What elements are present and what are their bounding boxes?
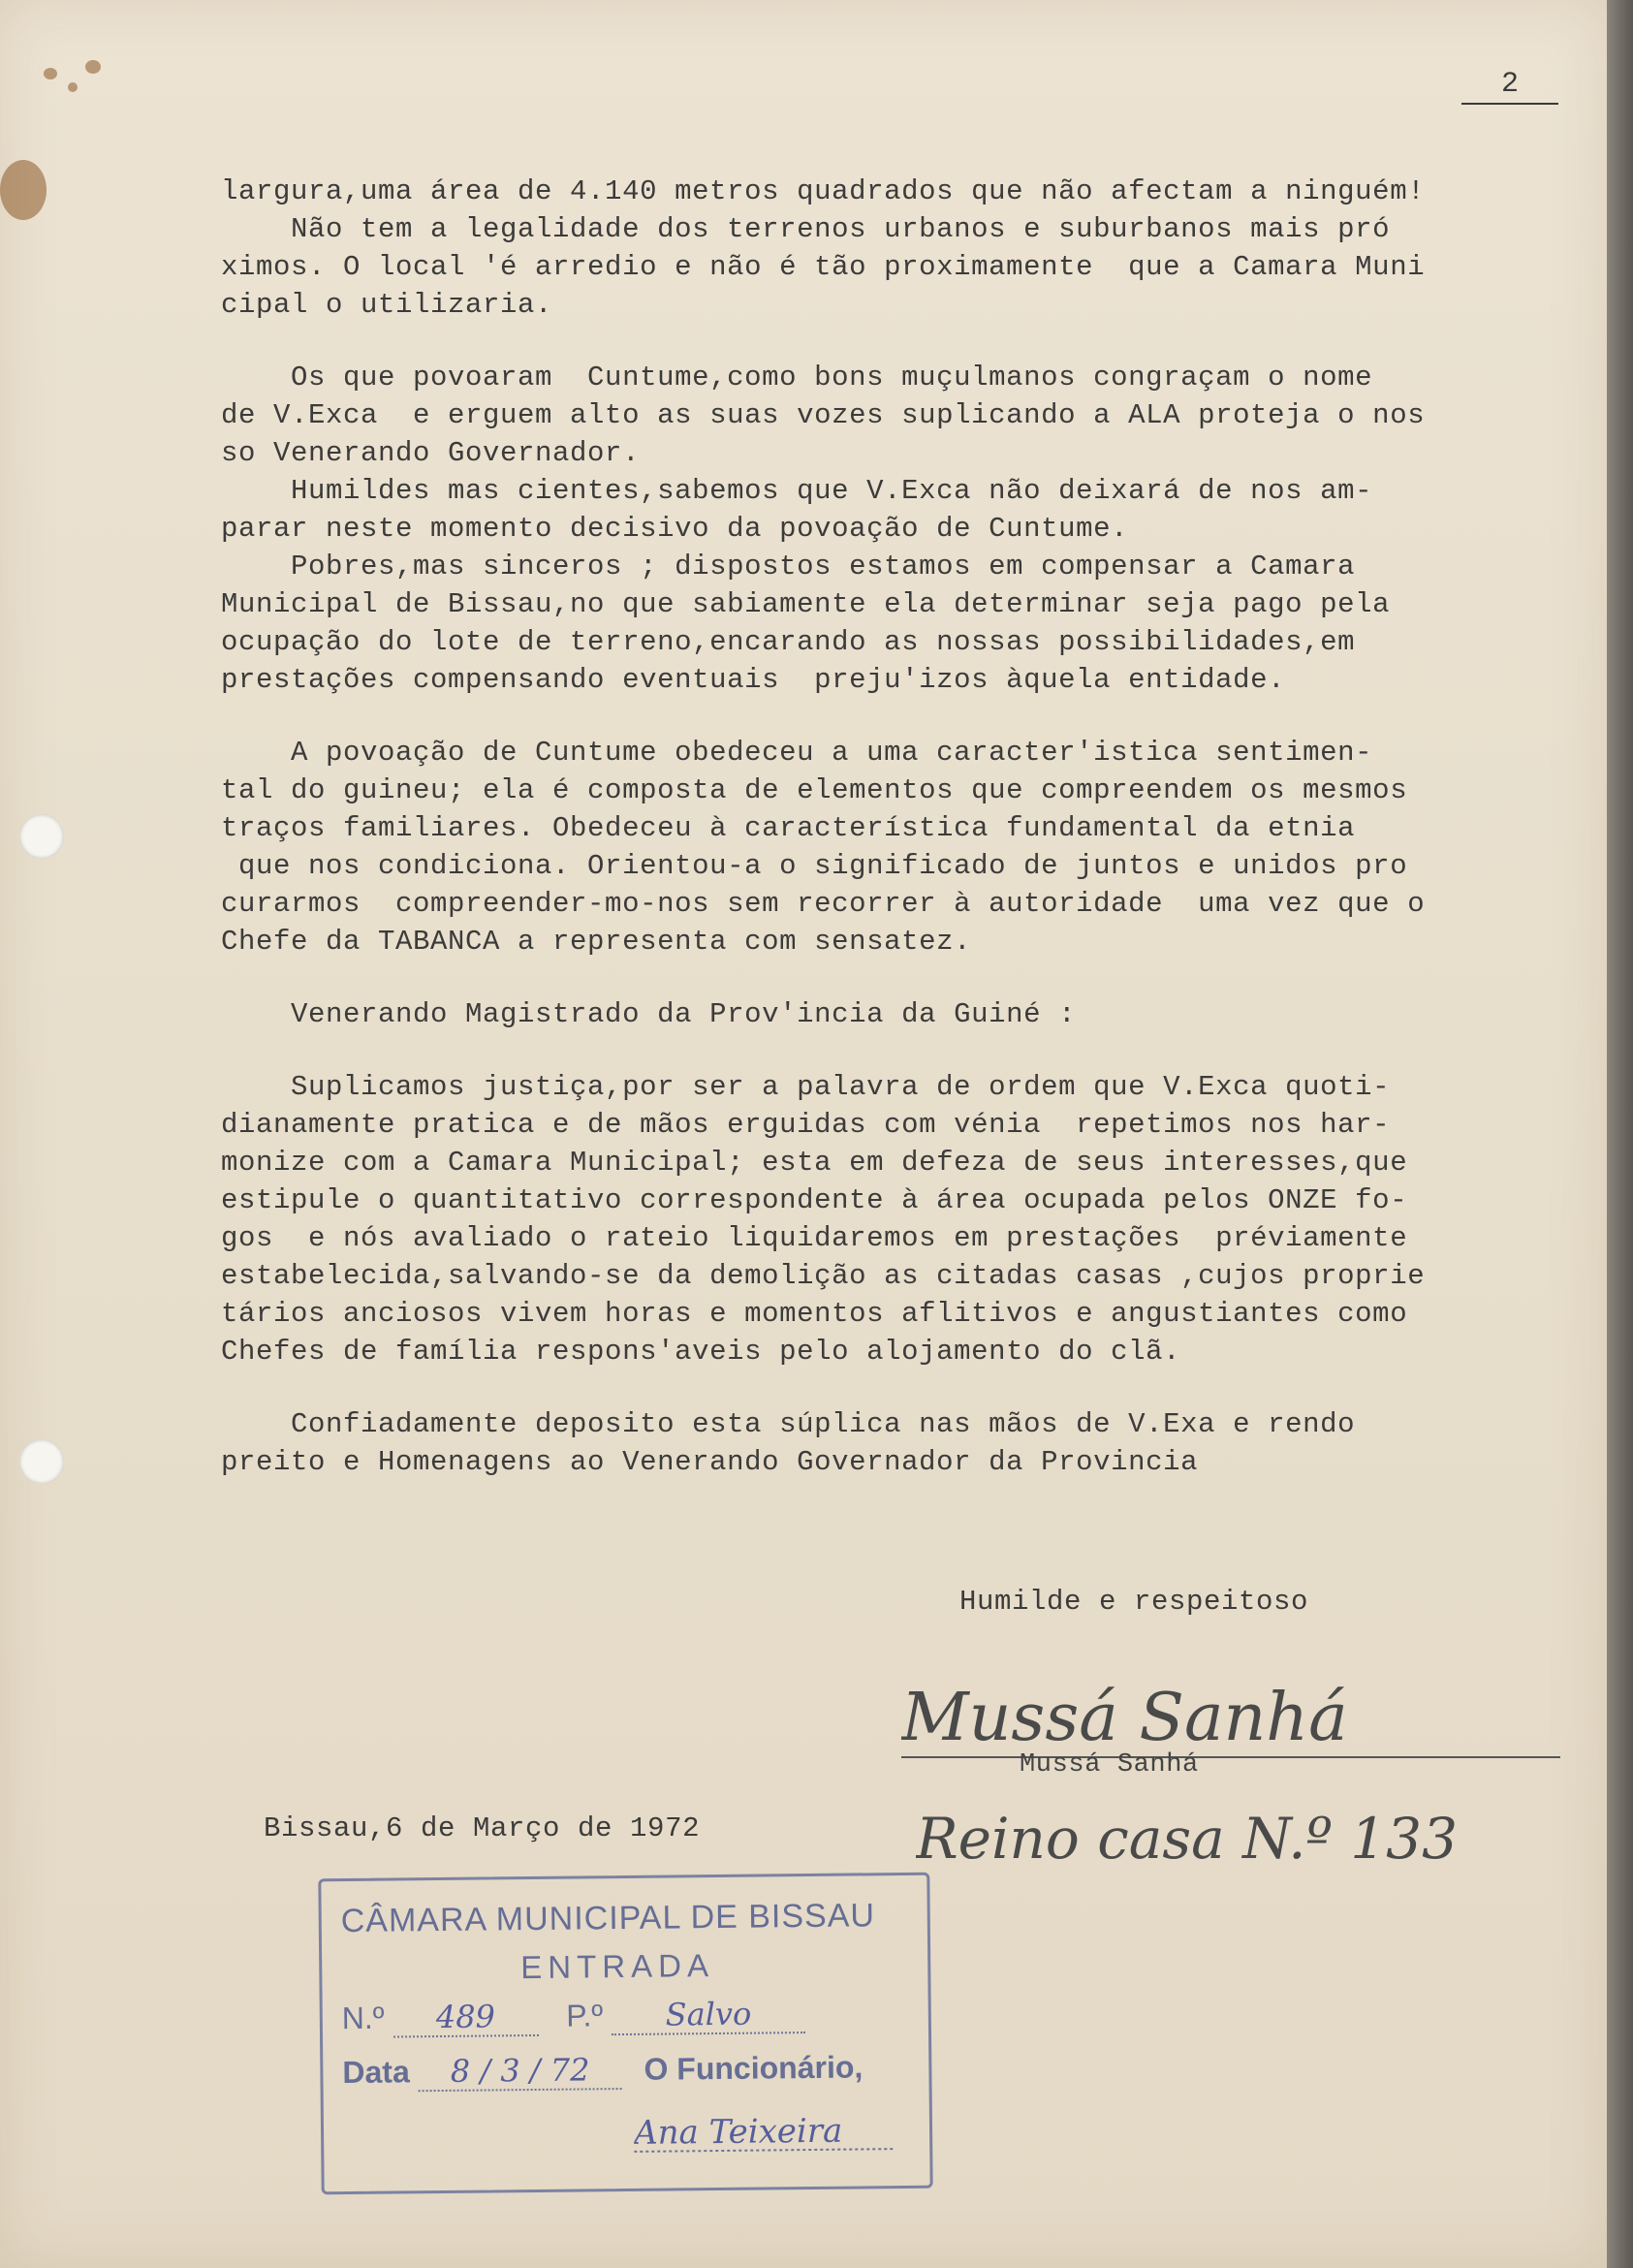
annotation-text: Reino casa N.º 133 [916, 1806, 1458, 1872]
body-line: largura,uma área de 4.140 metros quadrados que não afectam a ninguém! [221, 175, 1426, 207]
stamp-date-row [342, 2048, 863, 2093]
body-line: Municipal de Bissau,no que sabiamente ela determinar seja pago pela [221, 588, 1391, 620]
body-line: Venerando Magistrado da Prov'incia da Guiné : [221, 998, 1077, 1030]
signature-line [901, 1756, 1560, 1758]
paragraph-gap [221, 699, 1597, 734]
stamp-p-value: Salvo [612, 1995, 805, 2035]
stamp-number-value: 489 [393, 1998, 538, 2038]
paragraph-gap [221, 961, 1597, 995]
stamp-date-value: 8 / 3 / 72 [418, 2051, 621, 2092]
body-line: gos e nós avaliado o rateio liquidaremos em prestações préviamente [221, 1222, 1408, 1254]
body-line: curarmos compreender-mo-nos sem recorrer à autoridade uma vez que o [221, 888, 1426, 920]
punch-hole [19, 1439, 64, 1484]
body-line: de V.Exca e erguem alto as suas vozes suplicando a ALA proteja o nos [221, 399, 1426, 431]
stamp-signature-script: Ana Teixeira [633, 2111, 843, 2153]
stain [44, 68, 57, 79]
typed-signature-name: Mussá Sanhá [1020, 1750, 1199, 1780]
stamp-official-signature [634, 2100, 906, 2161]
closing-phrase: Humilde e respeitoso [959, 1586, 1309, 1618]
paragraph-gap [221, 1370, 1597, 1405]
body-line: tários anciosos vivem horas e momentos aflitivos e angustiantes como [221, 1298, 1408, 1330]
body-line: dianamente pratica e de mãos erguidas com vénia repetimos nos har- [221, 1109, 1391, 1141]
page-number: 2 [1461, 68, 1558, 105]
body-line: Confiadamente deposito esta súplica nas mãos de V.Exa e rendo [221, 1408, 1356, 1440]
body-line: tal do guineu; ela é composta de elementos que compreendem os mesmos [221, 774, 1408, 806]
paragraph-gap [221, 324, 1597, 359]
body-line: Suplicamos justiça,por ser a palavra de ordem que V.Exca quoti- [221, 1071, 1391, 1103]
stain [68, 82, 78, 92]
body-line: estipule o quantitativo correspondente à área ocupada pelos ONZE fo- [221, 1184, 1408, 1216]
body-line: Chefes de família respons'aveis pelo alojamento do clã. [221, 1336, 1181, 1368]
letter-body [221, 173, 1597, 1481]
punch-hole [19, 814, 64, 859]
body-line: que nos condiciona. Orientou-a o significado de juntos e unidos pro [221, 850, 1408, 882]
stamp-p-label: P.º [566, 1998, 604, 2033]
body-line: estabelecida,salvando-se da demolição as citadas casas ,cujos proprie [221, 1260, 1426, 1292]
paragraph-gap [221, 1033, 1597, 1068]
body-line: ximos. O local 'é arredio e não é tão proximamente que a Camara Muni [221, 251, 1426, 283]
body-line: A povoação de Cuntume obedeceu a uma caracter'istica sentimen- [221, 737, 1373, 769]
body-line: so Venerando Governador. [221, 437, 641, 469]
body-line: ocupação do lote de terreno,encarando as nossas possibilidades,em [221, 626, 1356, 658]
stamp-official-label: O Funcionário, [644, 2049, 864, 2087]
body-line: traços familiares. Obedeceu à característica fundamental da etnia [221, 812, 1356, 844]
stamp-subtitle: ENTRADA [520, 1947, 715, 1986]
stamp-date-label: Data [342, 2054, 410, 2091]
stamp-number-label: N.º [341, 2000, 385, 2036]
stain [0, 160, 47, 220]
body-line: Pobres,mas sinceros ; dispostos estamos em compensar a Camara [221, 551, 1356, 583]
date-place-line: Bissau,6 de Março de 1972 [264, 1812, 701, 1844]
handwritten-signature [901, 1662, 1560, 1769]
body-line: prestações compensando eventuais preju'izos àquela entidade. [221, 664, 1286, 696]
reception-stamp [318, 1873, 932, 2195]
body-line: monize com a Camara Municipal; esta em defeza de seus interesses,que [221, 1147, 1408, 1179]
stamp-title: CÂMARA MUNICIPAL DE BISSAU [340, 1897, 876, 1940]
body-line: parar neste momento decisivo da povoação de Cuntume. [221, 513, 1129, 545]
body-line: Chefe da TABANCA a representa com sensatez. [221, 926, 972, 958]
signature-script: Mussá Sanhá [901, 1680, 1348, 1756]
body-line: Humildes mas cientes,sabemos que V.Exca não deixará de nos am- [221, 475, 1373, 507]
body-line: Não tem a legalidade dos terrenos urbanos e suburbanos mais pró [221, 213, 1391, 245]
page-edge [1607, 0, 1633, 2268]
body-line: preito e Homenagens ao Venerando Governador da Provincia [221, 1446, 1199, 1478]
stamp-number-row [342, 1995, 806, 2038]
stain [85, 60, 101, 74]
body-line: Os que povoaram Cuntume,como bons muçulmanos congraçam o nome [221, 362, 1373, 394]
body-line: cipal o utilizaria. [221, 289, 553, 321]
handwritten-annotation [916, 1798, 1575, 1885]
